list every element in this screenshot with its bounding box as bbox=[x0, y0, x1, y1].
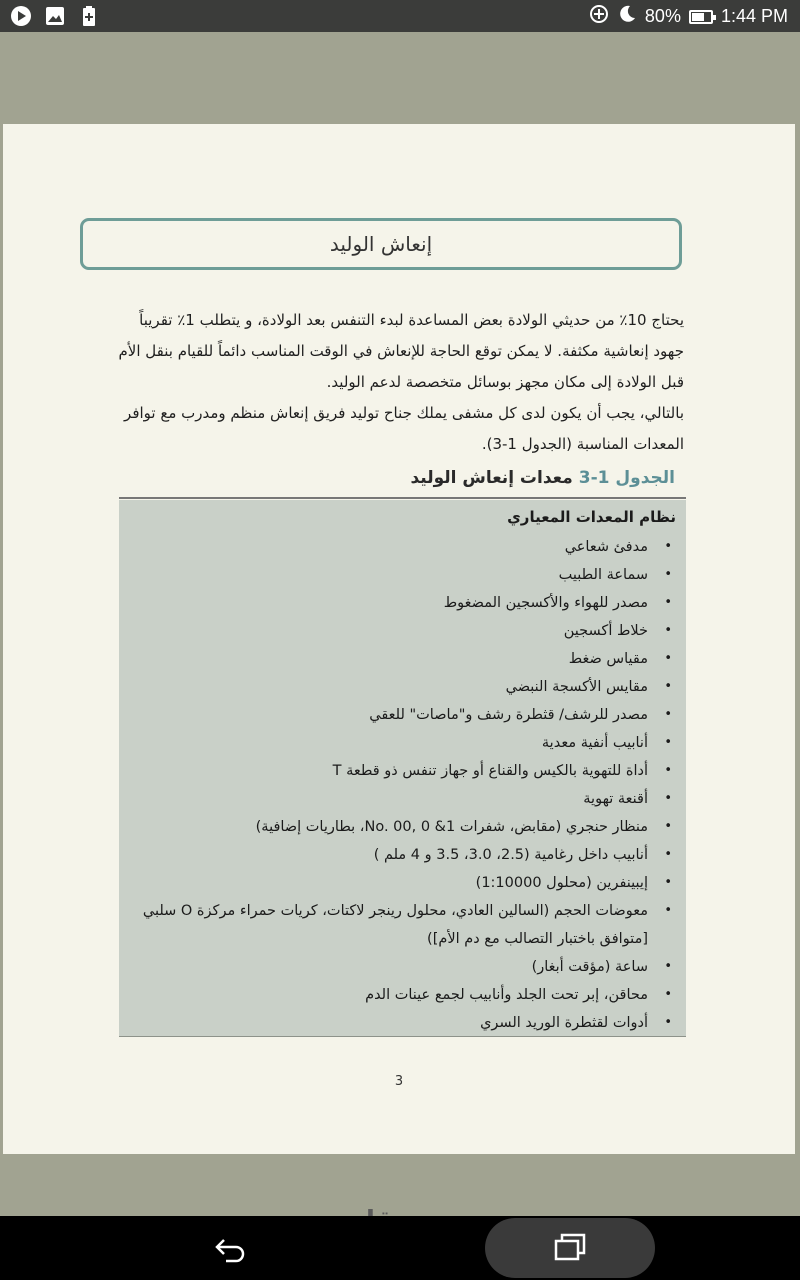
bullet-icon: • bbox=[664, 1015, 672, 1030]
bullet-icon: • bbox=[664, 623, 672, 638]
play-store-icon bbox=[10, 5, 32, 27]
paragraph-line: المعدات المناسبة (الجدول 1-3). bbox=[481, 435, 684, 453]
clock: 1:44 PM bbox=[720, 6, 788, 26]
paragraph-line: جهود إنعاشية مكثفة. لا يمكن توقع الحاجة للإنعاش في الوقت المناسب دائماً للقيام بنقل الأم bbox=[118, 342, 684, 360]
list-item-text: مقياس ضغط bbox=[568, 651, 648, 667]
table-top-rule bbox=[119, 497, 686, 499]
table-caption-title: معدات إنعاش الوليد bbox=[410, 468, 573, 488]
list-item bbox=[122, 1009, 682, 1037]
list-item bbox=[122, 757, 682, 785]
list-item bbox=[122, 673, 682, 701]
list-item-text: ساعة (مؤقت أبغار) bbox=[531, 959, 648, 975]
bullet-icon: • bbox=[664, 959, 672, 974]
paragraph-line: يحتاج 10٪ من حديثي الولادة بعض المساعدة لبدء التنفس بعد الولادة، و يتطلب 1٪ تقريباً bbox=[139, 311, 684, 329]
navigation-bar bbox=[0, 1216, 800, 1280]
section-title-box bbox=[80, 218, 682, 270]
list-item bbox=[122, 953, 682, 981]
table-caption bbox=[410, 468, 675, 488]
list-item bbox=[122, 785, 682, 813]
list-item-text: مصدر للرشف/ قثطرة رشف و"ماصات" للعقي bbox=[369, 707, 648, 723]
moon-icon bbox=[617, 4, 637, 29]
bullet-icon: • bbox=[664, 987, 672, 1002]
bullet-icon: • bbox=[664, 735, 672, 750]
list-item bbox=[122, 729, 682, 757]
list-item-text: معوضات الحجم (السالين العادي، محلول رينجر لاكتات، كريات حمراء مركزة O سلبي bbox=[142, 903, 648, 919]
page-number: 3 bbox=[394, 1074, 404, 1089]
list-item bbox=[122, 645, 682, 673]
image-icon bbox=[44, 5, 66, 27]
list-item-text: منظار حنجري (مقابض، شفرات 1& No. 00, 0، بطاريات إضافية) bbox=[255, 819, 648, 835]
equipment-table bbox=[119, 500, 686, 1037]
list-item bbox=[122, 813, 682, 841]
section-title: إنعاش الوليد bbox=[329, 232, 433, 256]
document-page[interactable] bbox=[3, 124, 795, 1154]
list-item-text: خلاط أكسجين bbox=[563, 623, 648, 639]
bullet-icon: • bbox=[664, 819, 672, 834]
battery-icon bbox=[689, 10, 713, 24]
list-item bbox=[122, 869, 682, 897]
intro-paragraph bbox=[118, 305, 684, 460]
bullet-icon: • bbox=[664, 539, 672, 554]
list-item bbox=[122, 617, 682, 645]
list-item-text: مصدر للهواء والأكسجين المضغوط bbox=[443, 595, 648, 611]
back-icon[interactable] bbox=[212, 1230, 248, 1266]
table-caption-label: الجدول 1-3 bbox=[578, 468, 675, 488]
bullet-icon: • bbox=[664, 707, 672, 722]
bullet-icon: • bbox=[664, 763, 672, 778]
list-item-text: مقايس الأكسجة النبضي bbox=[505, 679, 648, 695]
equipment-list bbox=[122, 533, 682, 1037]
bullet-icon: • bbox=[664, 875, 672, 890]
list-item bbox=[122, 701, 682, 729]
recent-apps-icon[interactable] bbox=[553, 1232, 587, 1262]
status-bar bbox=[0, 0, 800, 32]
bullet-icon: • bbox=[664, 595, 672, 610]
bullet-icon: • bbox=[664, 679, 672, 694]
bullet-icon: • bbox=[664, 903, 672, 918]
battery-saver-icon bbox=[78, 5, 100, 27]
list-item-text: أداة للتهوية بالكيس والقناع أو جهاز تنفس ذو قطعة T bbox=[332, 763, 648, 779]
list-item-text: محاقن، إبر تحت الجلد وأنابيب لجمع عينات الدم bbox=[365, 987, 648, 1003]
list-item-text: مدفئ شعاعي bbox=[564, 539, 648, 555]
data-saver-icon bbox=[589, 4, 609, 29]
bullet-icon: • bbox=[664, 847, 672, 862]
list-item-text: إيبينفرين (محلول 1:10000) bbox=[475, 875, 648, 891]
list-item-text: أنابيب داخل رغامية (2.5، 3.0، 3.5 و 4 ملم ) bbox=[373, 847, 648, 863]
list-item-text: سماعة الطبيب bbox=[558, 567, 648, 583]
bullet-icon: • bbox=[664, 651, 672, 666]
list-item bbox=[122, 897, 682, 953]
bullet-icon: • bbox=[664, 567, 672, 582]
viewer-background bbox=[0, 32, 800, 124]
list-item-text: أنابيب أنفية معدية bbox=[541, 735, 648, 751]
paragraph-line: بالتالي، يجب أن يكون لدى كل مشفى يملك جناح توليد فريق إنعاش منظم ومدرب مع توافر bbox=[124, 404, 684, 422]
list-item-text: أقنعة تهوية bbox=[583, 791, 648, 807]
list-item bbox=[122, 561, 682, 589]
list-item-text: [متوافق باختبار التصالب مع دم الأم]) bbox=[427, 931, 648, 947]
list-item bbox=[122, 589, 682, 617]
list-item-text: أدوات لقثطرة الوريد السري bbox=[480, 1015, 648, 1031]
battery-percent: 80% bbox=[644, 6, 681, 26]
list-item bbox=[122, 533, 682, 561]
list-item bbox=[122, 981, 682, 1009]
list-item bbox=[122, 841, 682, 869]
paragraph-line: قبل الولادة إلى مكان مجهز بوسائل متخصصة لدعم الوليد. bbox=[326, 373, 684, 391]
bullet-icon: • bbox=[664, 791, 672, 806]
table-header: نظام المعدات المعياري bbox=[507, 508, 676, 526]
